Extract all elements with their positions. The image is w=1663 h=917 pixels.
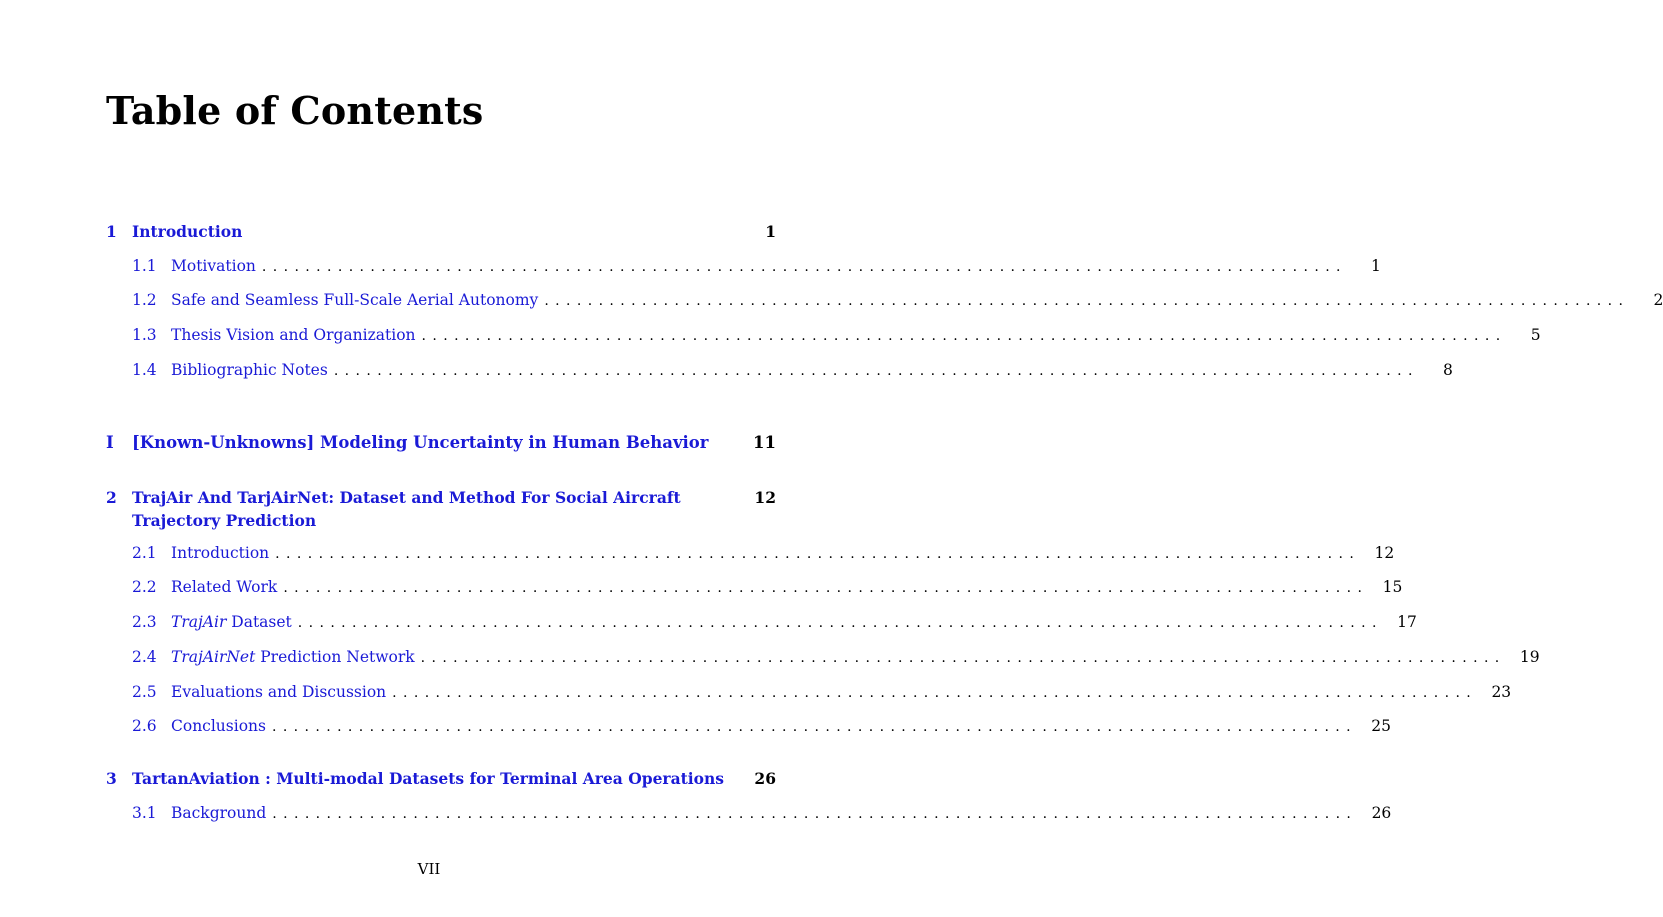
toc-page: 12	[1374, 544, 1395, 562]
toc-number: I	[106, 433, 114, 452]
toc-number: 2.1	[132, 544, 157, 562]
toc-title: Related Work	[171, 578, 278, 596]
toc-title-rest: Dataset	[226, 613, 292, 631]
toc-part-1[interactable]	[106, 433, 776, 452]
toc-section-2-5[interactable]	[132, 683, 1512, 701]
toc-page: 8	[1442, 361, 1453, 379]
toc-title: TartanAviation : Multi-modal Datasets for Terminal Area Operations	[132, 769, 725, 788]
toc-title: Bibliographic Notes	[171, 361, 328, 379]
toc-section-1-1[interactable]	[132, 257, 1381, 275]
toc-page: 25	[1371, 717, 1392, 735]
toc-leader: ....................................................................................................	[283, 580, 1369, 596]
toc-title: Motivation	[171, 257, 256, 275]
toc-section-1-3[interactable]	[132, 326, 1541, 344]
page-number-footer: VII	[417, 860, 441, 878]
toc-number: 3	[106, 769, 117, 788]
toc-section-1-2[interactable]	[132, 291, 1663, 309]
toc-title	[171, 648, 415, 666]
toc-number: 3.1	[132, 804, 157, 822]
toc-leader: ....................................................................................................	[272, 806, 1358, 822]
toc-chapter-1[interactable]	[106, 222, 776, 241]
toc-title-italic: TrajAirNet	[171, 648, 256, 666]
toc-section-1-4[interactable]	[132, 361, 1453, 379]
toc-leader: ....................................................................................................	[261, 259, 1347, 275]
toc-leader: ....................................................................................................	[544, 293, 1630, 309]
toc-title: Background	[171, 804, 267, 822]
toc-title: Safe and Seamless Full-Scale Aerial Autonomy	[171, 291, 539, 309]
toc-page: 1	[1371, 257, 1381, 275]
page-title: Table of Contents	[106, 88, 484, 133]
toc-chapter-2[interactable]	[106, 486, 776, 532]
toc-title: TrajAir And TarjAirNet: Dataset and Method For Social Aircraft Trajectory Prediction	[132, 488, 681, 530]
toc-section-2-6[interactable]	[132, 717, 1392, 735]
toc-page: 19	[1519, 648, 1540, 666]
toc-number: 1.2	[132, 291, 157, 309]
toc-number: 2.2	[132, 578, 157, 596]
toc-section-2-1[interactable]	[132, 544, 1395, 562]
toc-title: [Known-Unknowns] Modeling Uncertainty in Human Behavior	[132, 433, 709, 452]
toc-title: Introduction	[132, 222, 243, 241]
toc-number: 1	[106, 222, 117, 241]
toc-section-2-4[interactable]	[132, 648, 1540, 666]
toc-number: 2.4	[132, 648, 157, 666]
toc-number: 2.5	[132, 683, 157, 701]
toc-chapter-3[interactable]	[106, 769, 776, 788]
toc-leader: ....................................................................................................	[421, 328, 1507, 344]
toc-title: Conclusions	[171, 717, 266, 735]
toc-leader: ....................................................................................................	[275, 546, 1361, 562]
toc-leader: ....................................................................................................	[392, 685, 1478, 701]
toc-title: Thesis Vision and Organization	[171, 326, 416, 344]
toc-section-2-3[interactable]	[132, 613, 1417, 631]
toc-title: Evaluations and Discussion	[171, 683, 387, 701]
toc-number: 1.4	[132, 361, 157, 379]
toc-title-rest: Prediction Network	[255, 648, 415, 666]
toc-page: 5	[1530, 326, 1541, 344]
toc-leader: ....................................................................................................	[297, 615, 1383, 631]
toc-page: 26	[754, 769, 776, 788]
toc-title	[171, 613, 292, 631]
toc-number: 2.3	[132, 613, 157, 631]
toc-leader: ....................................................................................................	[271, 719, 1358, 735]
toc-page: 1	[765, 222, 776, 241]
toc-number: 1.1	[132, 257, 157, 275]
toc-leader: ....................................................................................................	[333, 363, 1419, 379]
toc-page: 17	[1397, 613, 1417, 631]
toc-page: 26	[1371, 804, 1392, 822]
toc-section-2-2[interactable]	[132, 578, 1403, 596]
toc-leader: ....................................................................................................	[420, 650, 1506, 666]
toc-page: 15	[1382, 578, 1403, 596]
toc-page: 11	[753, 433, 776, 452]
toc-page: 2	[1653, 291, 1663, 309]
toc-page: 23	[1491, 683, 1512, 701]
toc-number: 2.6	[132, 717, 157, 735]
toc-number: 1.3	[132, 326, 157, 344]
toc-title: Introduction	[171, 544, 270, 562]
toc-number: 2	[106, 488, 117, 507]
toc-page: 12	[754, 488, 776, 507]
toc-section-3-1[interactable]	[132, 804, 1392, 822]
toc-title-italic: TrajAir	[171, 613, 227, 631]
